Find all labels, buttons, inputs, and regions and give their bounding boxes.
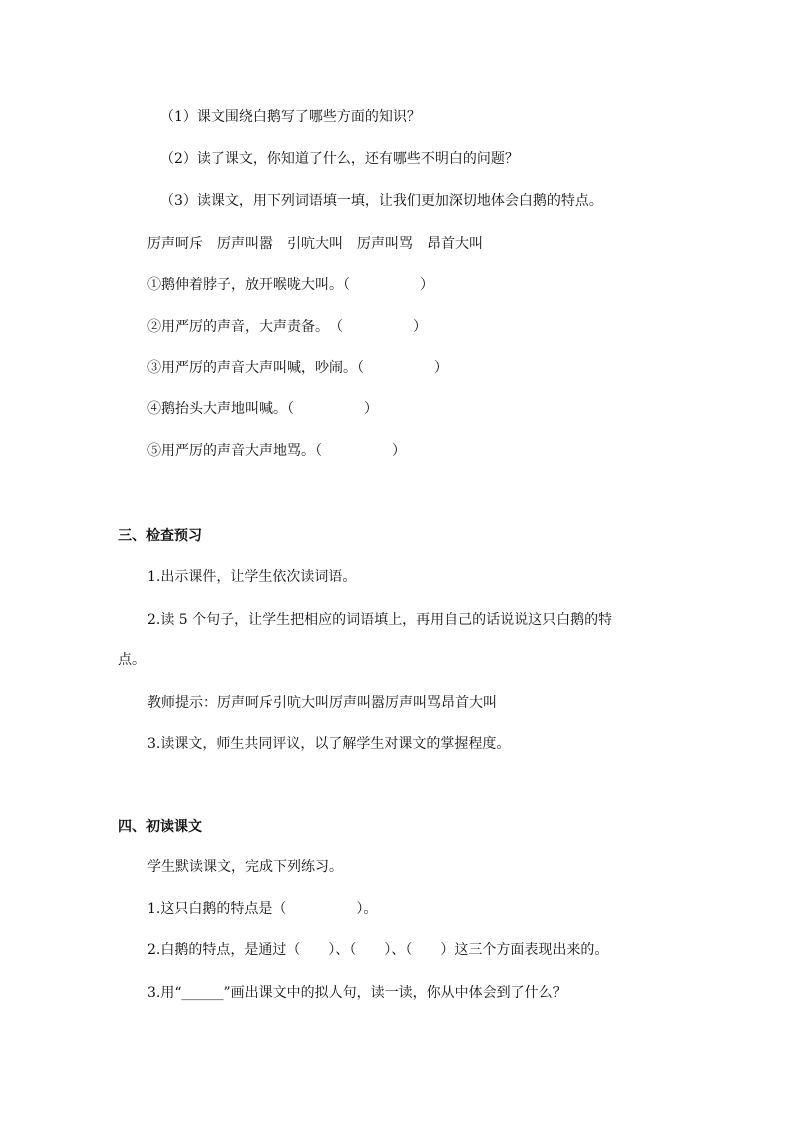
section-4-item-2: 2.白鹅的特点，是通过（ ）、（ ）、（ ）这三个方面表现出来的。 — [147, 942, 609, 958]
blank-1: ①鹅伸着脖子，放开喉咙大叫。（ ） — [147, 277, 434, 293]
section-4-intro: 学生默读课文，完成下列练习。 — [147, 859, 343, 875]
section-4-title: 四、初读课文 — [118, 819, 202, 835]
blank-4: ④鹅抬头大声地叫喊。（ ） — [147, 401, 378, 417]
section-4-item-1: 1.这只白鹅的特点是（ ）。 — [147, 901, 378, 917]
section-3-item-1: 1.出示课件，让学生依次读词语。 — [147, 569, 357, 585]
word-bank: 厉声呵斥 厉声叫嚣 引吭大叫 厉声叫骂 昂首大叫 — [147, 236, 483, 252]
q2: （2）读了课文，你知道了什么，还有哪些不明白的问题？ — [160, 151, 519, 167]
section-3-item-2-line-2: 点。 — [118, 652, 146, 668]
blank-5: ⑤用严厉的声音大声地骂。（ ） — [147, 443, 406, 459]
q3: （3）读课文，用下列词语填一填，让我们更加深切地体会白鹅的特点。 — [160, 193, 603, 209]
section-3-hint: 教师提示：厉声呵斥引吭大叫厉声叫嚣厉声叫骂昂首大叫 — [147, 695, 497, 711]
section-3-item-2-line-1: 2.读 5 个句子，让学生把相应的词语填上，再用自己的话说说这只白鹅的特 — [147, 612, 613, 628]
q1: （1）课文围绕白鹅写了哪些方面的知识？ — [160, 109, 421, 125]
blank-3: ③用严厉的声音大声叫喊，吵闹。（ ） — [147, 360, 448, 376]
blank-2: ②用严厉的声音，大声责备。 （ ） — [147, 319, 427, 335]
section-3-item-3: 3.读课文，师生共同评议，以了解学生对课文的掌握程度。 — [147, 736, 511, 752]
section-4-item-3: 3.用“______”画出课文中的拟人句，读一读，你从中体会到了什么？ — [147, 985, 567, 1001]
section-3-title: 三、检查预习 — [118, 528, 202, 544]
